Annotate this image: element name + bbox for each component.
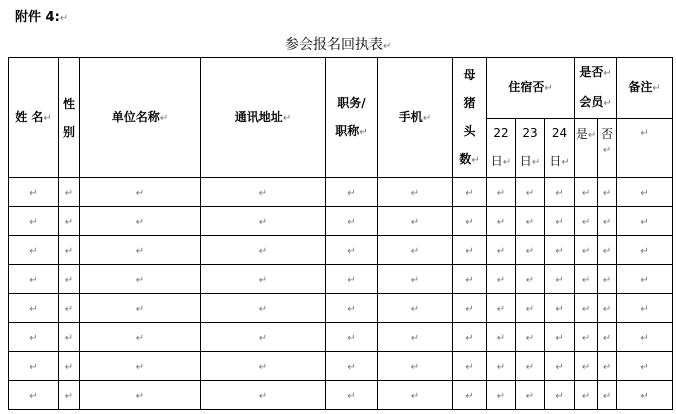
paragraph-mark: ↵ [64, 188, 74, 199]
paragraph-mark: ↵ [465, 275, 474, 286]
paragraph-mark: ↵ [602, 304, 612, 315]
paragraph-mark: ↵ [640, 333, 649, 344]
table-cell[interactable] [598, 178, 617, 207]
paragraph-mark: ↵ [135, 275, 145, 286]
paragraph-mark: ↵ [525, 304, 535, 315]
header-gender: 性 别 [59, 58, 80, 178]
table-cell[interactable] [545, 323, 575, 352]
paragraph-mark: ↵ [258, 188, 268, 199]
header-member-yes: 是↵ [575, 119, 598, 178]
header-position: 职务/ 职称↵ [326, 58, 378, 178]
attachment-label: 附件 4:↵ [15, 10, 69, 25]
table-cell[interactable] [487, 236, 516, 265]
table-cell[interactable] [487, 265, 516, 294]
table-cell[interactable] [326, 352, 378, 381]
table-cell[interactable] [326, 323, 378, 352]
paragraph-mark: ↵ [410, 362, 420, 373]
table-cell[interactable] [598, 236, 617, 265]
paragraph-mark: ↵ [29, 333, 38, 344]
paragraph-mark: ↵ [347, 275, 356, 286]
header-day-23: 23 日↵ [516, 119, 545, 178]
table-cell[interactable] [598, 381, 617, 410]
table-cell[interactable] [201, 323, 326, 352]
paragraph-mark: ↵ [555, 275, 564, 286]
paragraph-mark: ↵ [555, 391, 564, 402]
paragraph-mark: ↵ [465, 217, 474, 228]
paragraph-mark: ↵ [410, 217, 420, 228]
table-cell[interactable] [516, 207, 545, 236]
table-cell[interactable] [487, 352, 516, 381]
table-cell[interactable] [80, 381, 201, 410]
table-cell[interactable] [201, 265, 326, 294]
paragraph-mark: ↵ [347, 188, 356, 199]
table-cell[interactable] [617, 236, 673, 265]
registration-table [8, 57, 673, 410]
table-cell[interactable] [9, 207, 59, 236]
table-cell[interactable] [516, 236, 545, 265]
table-cell[interactable] [59, 265, 80, 294]
paragraph-mark: ↵ [525, 246, 535, 257]
table-cell[interactable] [487, 323, 516, 352]
paragraph-mark: ↵ [581, 391, 591, 402]
paragraph-mark: ↵ [135, 391, 145, 402]
table-row [9, 352, 673, 381]
table-cell[interactable] [378, 381, 453, 410]
header-remarks: 备注↵ [617, 58, 673, 119]
header-sow-count: 母 猪 头 数↵ [453, 58, 487, 178]
table-cell[interactable] [575, 265, 598, 294]
paragraph-mark: ↵ [465, 188, 474, 199]
paragraph-mark: ↵ [640, 304, 649, 315]
paragraph-mark: ↵ [496, 391, 506, 402]
paragraph-mark: ↵ [465, 391, 474, 402]
paragraph-mark: ↵ [581, 246, 591, 257]
table-cell[interactable] [487, 207, 516, 236]
paragraph-mark: ↵ [410, 275, 420, 286]
paragraph-mark: ↵ [258, 275, 268, 286]
table-cell[interactable] [80, 294, 201, 323]
paragraph-mark: ↵ [258, 217, 268, 228]
paragraph-mark: ↵ [640, 217, 649, 228]
paragraph-mark: ↵ [465, 246, 474, 257]
paragraph-mark: ↵ [555, 304, 564, 315]
table-cell[interactable] [598, 265, 617, 294]
paragraph-mark: ↵ [525, 362, 535, 373]
paragraph-mark: ↵ [135, 217, 145, 228]
paragraph-mark: ↵ [465, 333, 474, 344]
table-cell[interactable] [80, 352, 201, 381]
paragraph-mark: ↵ [496, 188, 506, 199]
paragraph-mark: ↵ [135, 362, 145, 373]
table-cell[interactable] [9, 323, 59, 352]
header-row-1 [9, 58, 673, 119]
table-cell[interactable] [80, 265, 201, 294]
table-cell[interactable] [453, 265, 487, 294]
table-cell[interactable] [453, 294, 487, 323]
paragraph-mark: ↵ [135, 333, 145, 344]
paragraph-mark: ↵ [496, 246, 506, 257]
paragraph-mark: ↵ [602, 333, 612, 344]
table-cell[interactable] [80, 236, 201, 265]
table-cell[interactable] [453, 236, 487, 265]
table-cell[interactable] [59, 294, 80, 323]
table-cell[interactable] [9, 178, 59, 207]
paragraph-mark: ↵ [525, 333, 535, 344]
paragraph-mark: ↵ [465, 362, 474, 373]
table-cell[interactable] [453, 178, 487, 207]
paragraph-mark: ↵ [64, 362, 74, 373]
paragraph-mark: ↵ [347, 217, 356, 228]
table-cell[interactable] [201, 178, 326, 207]
table-cell[interactable] [545, 207, 575, 236]
table-cell[interactable] [80, 178, 201, 207]
paragraph-mark: ↵ [496, 333, 506, 344]
paragraph-mark: ↵ [555, 362, 564, 373]
paragraph-mark: ↵ [555, 333, 564, 344]
table-cell[interactable] [59, 236, 80, 265]
table-cell[interactable] [598, 294, 617, 323]
header-lodging: 住宿否↵ [487, 58, 575, 119]
paragraph-mark: ↵ [64, 217, 74, 228]
paragraph-mark: ↵ [258, 362, 268, 373]
table-cell[interactable] [378, 178, 453, 207]
paragraph-mark: ↵ [29, 246, 38, 257]
table-cell[interactable] [59, 381, 80, 410]
paragraph-mark: ↵ [135, 188, 145, 199]
header-address: 通讯地址↵ [201, 58, 326, 178]
paragraph-mark: ↵ [555, 188, 564, 199]
table-cell[interactable] [487, 178, 516, 207]
table-cell[interactable] [326, 381, 378, 410]
header-name: 姓 名↵ [9, 58, 59, 178]
table-cell[interactable] [326, 236, 378, 265]
paragraph-mark: ↵ [410, 188, 420, 199]
table-cell[interactable] [201, 207, 326, 236]
table-cell[interactable] [9, 236, 59, 265]
table-cell[interactable] [575, 294, 598, 323]
table-cell[interactable] [545, 352, 575, 381]
paragraph-mark: ↵ [581, 188, 591, 199]
table-cell[interactable] [545, 381, 575, 410]
table-cell[interactable] [453, 352, 487, 381]
table-cell[interactable] [453, 207, 487, 236]
table-cell[interactable] [59, 323, 80, 352]
header-phone: 手机↵ [378, 58, 453, 178]
paragraph-mark: ↵ [602, 391, 612, 402]
paragraph-mark: ↵ [581, 333, 591, 344]
table-cell[interactable] [598, 323, 617, 352]
paragraph-mark: ↵ [64, 246, 74, 257]
table-cell[interactable] [9, 381, 59, 410]
paragraph-mark: ↵ [347, 246, 356, 257]
header-day-24: 24 日↵ [545, 119, 575, 178]
table-cell[interactable] [617, 352, 673, 381]
table-cell[interactable] [378, 265, 453, 294]
table-cell[interactable] [326, 265, 378, 294]
form-title: 参会报名回执表↵ [285, 37, 392, 53]
table-body [9, 178, 673, 410]
paragraph-mark: ↵ [465, 304, 474, 315]
paragraph-mark: ↵ [525, 391, 535, 402]
table-row [9, 381, 673, 410]
table-row [9, 294, 673, 323]
table-row [9, 323, 673, 352]
table-cell[interactable] [545, 236, 575, 265]
paragraph-mark: ↵ [64, 391, 74, 402]
paragraph-mark: ↵ [135, 246, 145, 257]
paragraph-mark: ↵ [640, 188, 649, 199]
paragraph-mark: ↵ [410, 246, 420, 257]
table-cell[interactable] [575, 381, 598, 410]
table-cell[interactable] [575, 323, 598, 352]
paragraph-mark: ↵ [29, 275, 38, 286]
paragraph-mark: ↵ [640, 362, 649, 373]
paragraph-mark: ↵ [410, 304, 420, 315]
table-cell[interactable] [326, 207, 378, 236]
table-cell[interactable] [487, 381, 516, 410]
table-cell[interactable] [201, 352, 326, 381]
table-cell[interactable] [545, 265, 575, 294]
paragraph-mark: ↵ [525, 188, 535, 199]
table-cell[interactable] [201, 236, 326, 265]
table-cell[interactable] [575, 236, 598, 265]
paragraph-mark: ↵ [640, 391, 649, 402]
paragraph-mark: ↵ [29, 304, 38, 315]
header-remarks-blank: ↵ [617, 119, 673, 178]
table-cell[interactable] [516, 178, 545, 207]
paragraph-mark: ↵ [29, 362, 38, 373]
table-cell[interactable] [9, 265, 59, 294]
paragraph-mark: ↵ [258, 333, 268, 344]
table-row [9, 178, 673, 207]
table-cell[interactable] [545, 178, 575, 207]
header-member-no: 否↵ [598, 119, 617, 178]
paragraph-mark: ↵ [410, 333, 420, 344]
paragraph-mark: ↵ [496, 362, 506, 373]
table-cell[interactable] [453, 381, 487, 410]
table-cell[interactable] [575, 207, 598, 236]
table-cell[interactable] [201, 294, 326, 323]
paragraph-mark: ↵ [29, 188, 38, 199]
paragraph-mark: ↵ [258, 304, 268, 315]
table-cell[interactable] [378, 207, 453, 236]
table-cell[interactable] [59, 207, 80, 236]
paragraph-mark: ↵ [64, 304, 74, 315]
table-cell[interactable] [516, 381, 545, 410]
table-cell[interactable] [545, 294, 575, 323]
table-cell[interactable] [575, 178, 598, 207]
table-cell[interactable] [9, 294, 59, 323]
paragraph-mark: ↵ [581, 304, 591, 315]
paragraph-mark: ↵ [640, 246, 649, 257]
paragraph-mark: ↵ [410, 391, 420, 402]
table-cell[interactable] [9, 352, 59, 381]
paragraph-mark: ↵ [525, 217, 535, 228]
paragraph-mark: ↵ [496, 217, 506, 228]
table-cell[interactable] [617, 294, 673, 323]
header-day-22: 22 日↵ [487, 119, 516, 178]
paragraph-mark: ↵ [555, 246, 564, 257]
table-cell[interactable] [516, 265, 545, 294]
paragraph-mark: ↵ [258, 246, 268, 257]
table-row [9, 207, 673, 236]
table-cell[interactable] [516, 323, 545, 352]
paragraph-mark: ↵ [525, 275, 535, 286]
table-row [9, 265, 673, 294]
paragraph-mark: ↵ [347, 362, 356, 373]
paragraph-mark: ↵ [602, 275, 612, 286]
paragraph-mark: ↵ [64, 333, 74, 344]
paragraph-mark: ↵ [602, 217, 612, 228]
table-cell[interactable] [487, 294, 516, 323]
paragraph-mark: ↵ [347, 333, 356, 344]
table-cell[interactable] [617, 381, 673, 410]
table-cell[interactable] [80, 207, 201, 236]
header-unit: 单位名称↵ [80, 58, 201, 178]
table-cell[interactable] [516, 294, 545, 323]
paragraph-mark: ↵ [347, 391, 356, 402]
paragraph-mark: ↵ [581, 217, 591, 228]
table-cell[interactable] [453, 323, 487, 352]
table-cell[interactable] [59, 178, 80, 207]
table-cell[interactable] [378, 352, 453, 381]
paragraph-mark: ↵ [581, 362, 591, 373]
paragraph-mark: ↵ [640, 275, 649, 286]
table-cell[interactable] [598, 352, 617, 381]
table-cell[interactable] [59, 352, 80, 381]
table-cell[interactable] [516, 352, 545, 381]
paragraph-mark: ↵ [64, 275, 74, 286]
paragraph-mark: ↵ [347, 304, 356, 315]
paragraph-mark: ↵ [496, 275, 506, 286]
table-cell[interactable] [598, 207, 617, 236]
table-cell[interactable] [326, 294, 378, 323]
table-cell[interactable] [617, 323, 673, 352]
table-cell[interactable] [617, 178, 673, 207]
paragraph-mark: ↵ [555, 217, 564, 228]
table-cell[interactable] [617, 265, 673, 294]
table-cell[interactable] [378, 236, 453, 265]
table-cell[interactable] [80, 323, 201, 352]
table-cell[interactable] [378, 294, 453, 323]
paragraph-mark: ↵ [581, 275, 591, 286]
paragraph-mark: ↵ [29, 217, 38, 228]
table-row [9, 236, 673, 265]
paragraph-mark: ↵ [258, 391, 268, 402]
paragraph-mark: ↵ [602, 188, 612, 199]
paragraph-mark: ↵ [602, 362, 612, 373]
table-cell[interactable] [201, 381, 326, 410]
header-member: 是否↵ 会员↵ [575, 58, 617, 119]
paragraph-mark: ↵ [29, 391, 38, 402]
paragraph-mark: ↵ [496, 304, 506, 315]
table-cell[interactable] [378, 323, 453, 352]
paragraph-mark: ↵ [602, 246, 612, 257]
paragraph-mark: ↵ [135, 304, 145, 315]
table-cell[interactable] [617, 207, 673, 236]
table-cell[interactable] [575, 352, 598, 381]
table-cell[interactable] [326, 178, 378, 207]
